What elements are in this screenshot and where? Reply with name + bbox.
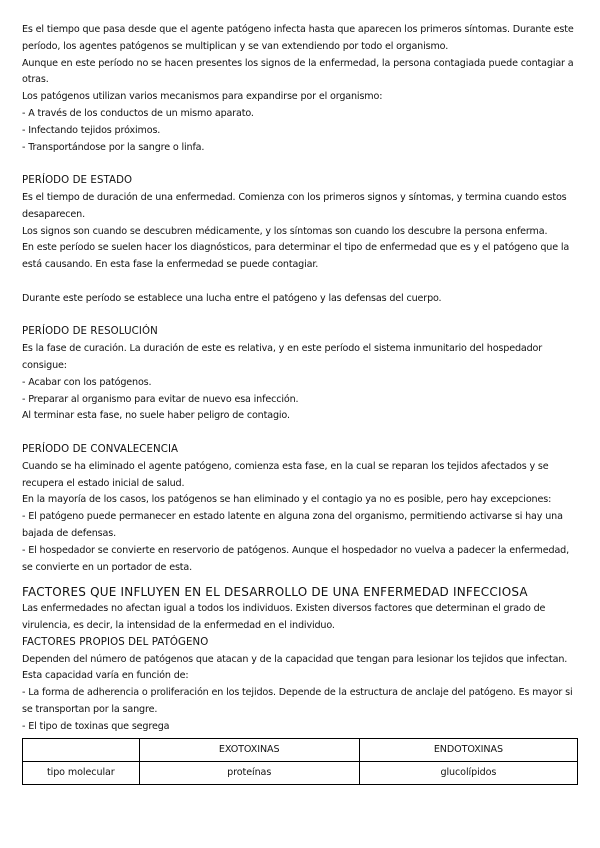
table-cell: tipo molecular bbox=[23, 761, 140, 784]
spacer bbox=[22, 308, 578, 325]
intro-paragraph-2: Aunque en este período no se hacen presentes los signos de la enfermedad, la persona contagiada puede contagiar a otras. bbox=[22, 57, 574, 86]
intro-list-item-2: - Infectando tejidos próximos. bbox=[22, 124, 161, 136]
factores-list-item-1: - La forma de adherencia o proliferación en los tejidos. Depende de la estructura de anclaje del patógeno. Es mayor si se transportan por la sangre. bbox=[22, 687, 573, 716]
table-cell: glucolípidos bbox=[359, 761, 577, 784]
estado-paragraph-3: En este período se suelen hacer los diagnósticos, para determinar el tipo de enfermedad que es y el patógeno que la está causando. En esta fase la enfermedad se puede contagiar. bbox=[22, 242, 570, 271]
intro-paragraph-1: Es el tiempo que pasa desde que el agente patógeno infecta hasta que aparecen los primeros síntomas. Durante este período, los agentes patógenos se multiplican y se van extendiendo por todo el organismo. bbox=[22, 24, 574, 52]
table-cell: proteínas bbox=[139, 761, 359, 784]
convalecencia-list-item-2: - El hospedador se convierte en reservorio de patógenos. Aunque el hospedador no vuelva a padecer la enfermedad, se convierte en un portador de esta. bbox=[22, 544, 570, 573]
toxinas-table bbox=[22, 738, 578, 785]
spacer bbox=[22, 576, 578, 584]
factores-paragraph-2: Dependen del número de patógenos que atacan y de la capacidad que tengan para lesionar los tejidos que infectan. Esta capacidad varía en función de: bbox=[22, 653, 568, 682]
intro-paragraph-3: Los patógenos utilizan varios mecanismos para expandirse por el organismo: bbox=[22, 91, 383, 103]
intro-list-item-1: - A través de los conductos de un mismo aparato. bbox=[22, 107, 254, 119]
convalecencia-paragraph-2: En la mayoría de los casos, los patógenos se han eliminado y el contagio ya no es posible, pero hay excepciones: bbox=[22, 494, 552, 506]
table-header-cell: EXOTOXINAS bbox=[139, 738, 359, 761]
estado-paragraph-1: Es el tiempo de duración de una enfermedad. Comienza con los primeros signos y síntomas, y termina cuando estos desaparecen. bbox=[22, 191, 567, 220]
spacer bbox=[22, 425, 578, 442]
spacer bbox=[22, 156, 578, 173]
resolucion-list-item-2: - Preparar al organismo para evitar de nuevo esa infección. bbox=[22, 393, 299, 405]
resolucion-heading: PERÍODO DE RESOLUCIÓN bbox=[22, 326, 158, 338]
document-page bbox=[22, 22, 578, 785]
convalecencia-heading: PERÍODO DE CONVALECENCIA bbox=[22, 443, 179, 455]
table-header-cell bbox=[23, 738, 140, 761]
resolucion-paragraph-1: Es la fase de curación. La duración de este es relativa, y en este período el sistema inmunitario del hospedador consigue: bbox=[22, 343, 543, 371]
table-header-cell: ENDOTOXINAS bbox=[359, 738, 577, 761]
table-header-row bbox=[23, 738, 578, 761]
factores-heading: FACTORES QUE INFLUYEN EN EL DESARROLLO DE UNA ENFERMEDAD INFECCIOSA bbox=[22, 585, 528, 600]
resolucion-list-item-1: - Acabar con los patógenos. bbox=[22, 376, 152, 388]
factores-list-item-2: - El tipo de toxinas que segrega bbox=[22, 720, 170, 732]
factores-paragraph-1: Las enfermedades no afectan igual a todos los individuos. Existen diversos factores que determinan el grado de virulencia, es decir, la intensidad de la enfermedad en el individuo. bbox=[22, 603, 546, 632]
intro-list-item-3: - Transportándose por la sangre o linfa. bbox=[22, 141, 205, 153]
convalecencia-list-item-1: - El patógeno puede permanecer en estado latente en alguna zona del organismo, permitiendo activarse si hay una bajada de defensas. bbox=[22, 511, 563, 539]
convalecencia-paragraph-1: Cuando se ha eliminado el agente patógeno, comienza esta fase, en la cual se reparan los tejidos afectados y se recupera el estado inicial de salud. bbox=[22, 460, 549, 489]
estado-paragraph-4: Durante este período se establece una lucha entre el patógeno y las defensas del cuerpo. bbox=[22, 292, 442, 304]
spacer bbox=[22, 274, 578, 291]
factores-subheading: FACTORES PROPIOS DEL PATÓGENO bbox=[22, 636, 209, 648]
estado-heading: PERÍODO DE ESTADO bbox=[22, 175, 133, 187]
table-row bbox=[23, 761, 578, 784]
resolucion-paragraph-2: Al terminar esta fase, no suele haber peligro de contagio. bbox=[22, 410, 290, 422]
estado-paragraph-2: Los signos son cuando se descubren médicamente, y los síntomas son cuando los descubre la persona enferma. bbox=[22, 225, 548, 237]
